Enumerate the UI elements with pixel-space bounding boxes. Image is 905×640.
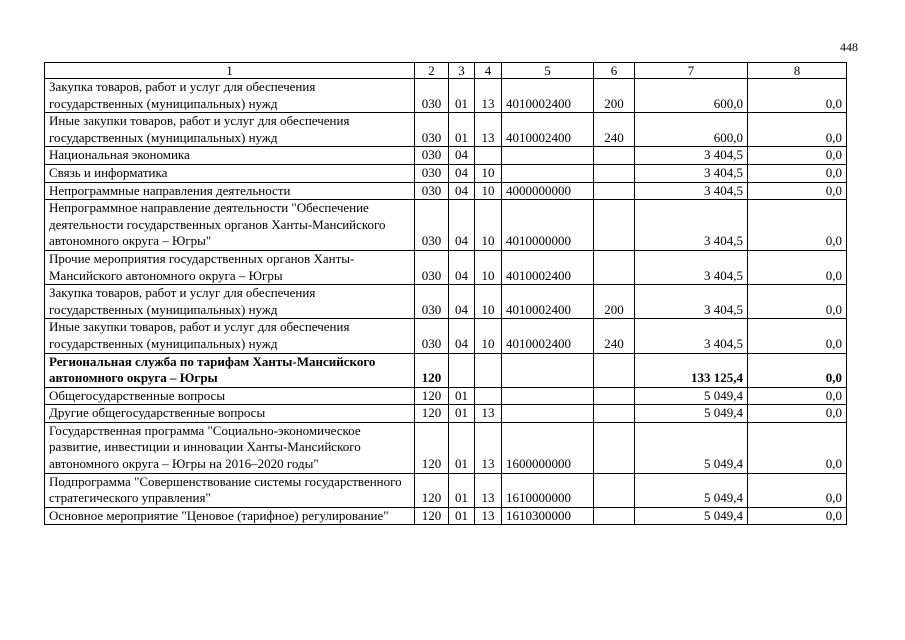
row-target-article-cell: 1610000000 bbox=[502, 473, 594, 507]
row-target-article-cell: 4010002400 bbox=[502, 113, 594, 147]
row-amount-secondary-cell: 0,0 bbox=[748, 285, 847, 319]
column-header-5: 5 bbox=[502, 63, 594, 79]
row-section-cell: 04 bbox=[449, 200, 475, 251]
row-subsection-cell: 10 bbox=[475, 319, 502, 353]
row-target-article-cell bbox=[502, 164, 594, 182]
row-amount-secondary-cell: 0,0 bbox=[748, 164, 847, 182]
table-row bbox=[45, 473, 847, 507]
row-expense-type-cell bbox=[594, 507, 635, 525]
table-row bbox=[45, 200, 847, 251]
row-amount-secondary-cell: 0,0 bbox=[748, 182, 847, 200]
table-row bbox=[45, 387, 847, 405]
row-section-cell: 04 bbox=[449, 147, 475, 165]
row-amount-cell: 3 404,5 bbox=[635, 285, 748, 319]
column-header-3: 3 bbox=[449, 63, 475, 79]
row-target-article-cell: 4010002400 bbox=[502, 250, 594, 284]
row-amount-secondary-cell: 0,0 bbox=[748, 507, 847, 525]
row-section-cell: 01 bbox=[449, 473, 475, 507]
row-amount-cell: 3 404,5 bbox=[635, 164, 748, 182]
row-target-article-cell: 1600000000 bbox=[502, 422, 594, 473]
row-target-article-cell: 4000000000 bbox=[502, 182, 594, 200]
row-subsection-cell: 13 bbox=[475, 507, 502, 525]
table-row bbox=[45, 182, 847, 200]
row-section-cell: 01 bbox=[449, 507, 475, 525]
row-code-cell: 030 bbox=[415, 79, 449, 113]
row-code-cell: 030 bbox=[415, 200, 449, 251]
row-expense-type-cell bbox=[594, 353, 635, 387]
row-target-article-cell bbox=[502, 387, 594, 405]
column-header-7: 7 bbox=[635, 63, 748, 79]
column-header-6: 6 bbox=[594, 63, 635, 79]
row-name-cell: Региональная служба по тарифам Ханты-Мансийского автономного округа – Югры bbox=[45, 353, 415, 387]
row-code-cell: 120 bbox=[415, 353, 449, 387]
table-row bbox=[45, 353, 847, 387]
row-subsection-cell: 10 bbox=[475, 285, 502, 319]
row-name-cell: Другие общегосударственные вопросы bbox=[45, 405, 415, 423]
row-amount-cell: 3 404,5 bbox=[635, 182, 748, 200]
row-expense-type-cell bbox=[594, 164, 635, 182]
row-name-cell: Подпрограмма "Совершенствование системы государственного стратегического управления" bbox=[45, 473, 415, 507]
row-amount-secondary-cell: 0,0 bbox=[748, 250, 847, 284]
table-row bbox=[45, 147, 847, 165]
row-expense-type-cell: 240 bbox=[594, 113, 635, 147]
row-name-cell: Связь и информатика bbox=[45, 164, 415, 182]
row-amount-secondary-cell: 0,0 bbox=[748, 353, 847, 387]
row-subsection-cell: 10 bbox=[475, 182, 502, 200]
row-target-article-cell: 4010002400 bbox=[502, 79, 594, 113]
row-amount-cell: 600,0 bbox=[635, 113, 748, 147]
row-code-cell: 030 bbox=[415, 182, 449, 200]
row-code-cell: 030 bbox=[415, 319, 449, 353]
row-section-cell: 01 bbox=[449, 422, 475, 473]
budget-table bbox=[44, 62, 847, 525]
row-name-cell: Иные закупки товаров, работ и услуг для обеспечения государственных (муниципальных) нужд bbox=[45, 113, 415, 147]
row-subsection-cell: 13 bbox=[475, 113, 502, 147]
row-subsection-cell: 10 bbox=[475, 200, 502, 251]
row-amount-secondary-cell: 0,0 bbox=[748, 405, 847, 423]
row-expense-type-cell bbox=[594, 200, 635, 251]
row-expense-type-cell: 240 bbox=[594, 319, 635, 353]
row-code-cell: 120 bbox=[415, 473, 449, 507]
column-header-2: 2 bbox=[415, 63, 449, 79]
page-number: 448 bbox=[840, 40, 858, 54]
row-subsection-cell: 10 bbox=[475, 164, 502, 182]
row-section-cell: 04 bbox=[449, 182, 475, 200]
row-subsection-cell: 13 bbox=[475, 79, 502, 113]
row-section-cell: 01 bbox=[449, 387, 475, 405]
row-code-cell: 120 bbox=[415, 387, 449, 405]
row-target-article-cell bbox=[502, 353, 594, 387]
row-name-cell: Непрограммные направления деятельности bbox=[45, 182, 415, 200]
row-amount-cell: 5 049,4 bbox=[635, 422, 748, 473]
row-name-cell: Основное мероприятие "Ценовое (тарифное) регулирование" bbox=[45, 507, 415, 525]
row-code-cell: 030 bbox=[415, 285, 449, 319]
row-amount-secondary-cell: 0,0 bbox=[748, 113, 847, 147]
row-name-cell: Общегосударственные вопросы bbox=[45, 387, 415, 405]
row-section-cell: 04 bbox=[449, 250, 475, 284]
row-expense-type-cell bbox=[594, 147, 635, 165]
row-amount-cell: 5 049,4 bbox=[635, 473, 748, 507]
row-section-cell bbox=[449, 353, 475, 387]
row-target-article-cell: 4010000000 bbox=[502, 200, 594, 251]
row-name-cell: Закупка товаров, работ и услуг для обеспечения государственных (муниципальных) нужд bbox=[45, 285, 415, 319]
row-expense-type-cell: 200 bbox=[594, 79, 635, 113]
row-amount-secondary-cell: 0,0 bbox=[748, 319, 847, 353]
row-amount-secondary-cell: 0,0 bbox=[748, 422, 847, 473]
row-amount-secondary-cell: 0,0 bbox=[748, 473, 847, 507]
table-row bbox=[45, 507, 847, 525]
row-expense-type-cell bbox=[594, 387, 635, 405]
row-expense-type-cell bbox=[594, 182, 635, 200]
row-target-article-cell: 1610300000 bbox=[502, 507, 594, 525]
row-code-cell: 120 bbox=[415, 422, 449, 473]
header-row bbox=[45, 63, 847, 79]
table-row bbox=[45, 250, 847, 284]
row-section-cell: 01 bbox=[449, 79, 475, 113]
row-target-article-cell: 4010002400 bbox=[502, 319, 594, 353]
row-expense-type-cell bbox=[594, 250, 635, 284]
row-name-cell: Закупка товаров, работ и услуг для обеспечения государственных (муниципальных) нужд bbox=[45, 79, 415, 113]
row-amount-cell: 133 125,4 bbox=[635, 353, 748, 387]
row-expense-type-cell bbox=[594, 405, 635, 423]
table-row bbox=[45, 319, 847, 353]
row-amount-cell: 5 049,4 bbox=[635, 405, 748, 423]
table-row bbox=[45, 405, 847, 423]
row-target-article-cell bbox=[502, 147, 594, 165]
row-subsection-cell: 13 bbox=[475, 422, 502, 473]
row-expense-type-cell bbox=[594, 422, 635, 473]
row-subsection-cell: 13 bbox=[475, 473, 502, 507]
row-code-cell: 030 bbox=[415, 164, 449, 182]
row-amount-cell: 5 049,4 bbox=[635, 387, 748, 405]
row-amount-secondary-cell: 0,0 bbox=[748, 147, 847, 165]
row-subsection-cell: 13 bbox=[475, 405, 502, 423]
row-amount-cell: 3 404,5 bbox=[635, 319, 748, 353]
row-section-cell: 01 bbox=[449, 113, 475, 147]
row-name-cell: Иные закупки товаров, работ и услуг для обеспечения государственных (муниципальных) нужд bbox=[45, 319, 415, 353]
row-code-cell: 030 bbox=[415, 113, 449, 147]
row-subsection-cell bbox=[475, 147, 502, 165]
row-subsection-cell bbox=[475, 387, 502, 405]
table-row bbox=[45, 113, 847, 147]
table-row bbox=[45, 422, 847, 473]
row-name-cell: Государственная программа "Социально-экономическое развитие, инвестиции и инновации Ханты-Мансийского автономного округа – Югры на 2016–2020 годы" bbox=[45, 422, 415, 473]
table-row bbox=[45, 79, 847, 113]
row-section-cell: 01 bbox=[449, 405, 475, 423]
row-name-cell: Непрограммное направление деятельности "Обеспечение деятельности государственных органов Ханты-Мансийского автономного округа – Югры" bbox=[45, 200, 415, 251]
row-amount-secondary-cell: 0,0 bbox=[748, 200, 847, 251]
row-amount-cell: 600,0 bbox=[635, 79, 748, 113]
row-subsection-cell bbox=[475, 353, 502, 387]
column-header-1: 1 bbox=[45, 63, 415, 79]
row-target-article-cell: 4010002400 bbox=[502, 285, 594, 319]
row-amount-cell: 3 404,5 bbox=[635, 147, 748, 165]
row-section-cell: 04 bbox=[449, 164, 475, 182]
table-row bbox=[45, 285, 847, 319]
row-subsection-cell: 10 bbox=[475, 250, 502, 284]
row-amount-secondary-cell: 0,0 bbox=[748, 79, 847, 113]
row-section-cell: 04 bbox=[449, 285, 475, 319]
row-code-cell: 030 bbox=[415, 147, 449, 165]
column-header-4: 4 bbox=[475, 63, 502, 79]
row-amount-cell: 5 049,4 bbox=[635, 507, 748, 525]
row-target-article-cell bbox=[502, 405, 594, 423]
row-amount-cell: 3 404,5 bbox=[635, 200, 748, 251]
row-section-cell: 04 bbox=[449, 319, 475, 353]
row-code-cell: 120 bbox=[415, 405, 449, 423]
row-code-cell: 120 bbox=[415, 507, 449, 525]
row-expense-type-cell: 200 bbox=[594, 285, 635, 319]
row-expense-type-cell bbox=[594, 473, 635, 507]
row-name-cell: Национальная экономика bbox=[45, 147, 415, 165]
row-amount-cell: 3 404,5 bbox=[635, 250, 748, 284]
row-amount-secondary-cell: 0,0 bbox=[748, 387, 847, 405]
row-code-cell: 030 bbox=[415, 250, 449, 284]
column-header-8: 8 bbox=[748, 63, 847, 79]
table-row bbox=[45, 164, 847, 182]
row-name-cell: Прочие мероприятия государственных органов Ханты-Мансийского автономного округа – Югры bbox=[45, 250, 415, 284]
